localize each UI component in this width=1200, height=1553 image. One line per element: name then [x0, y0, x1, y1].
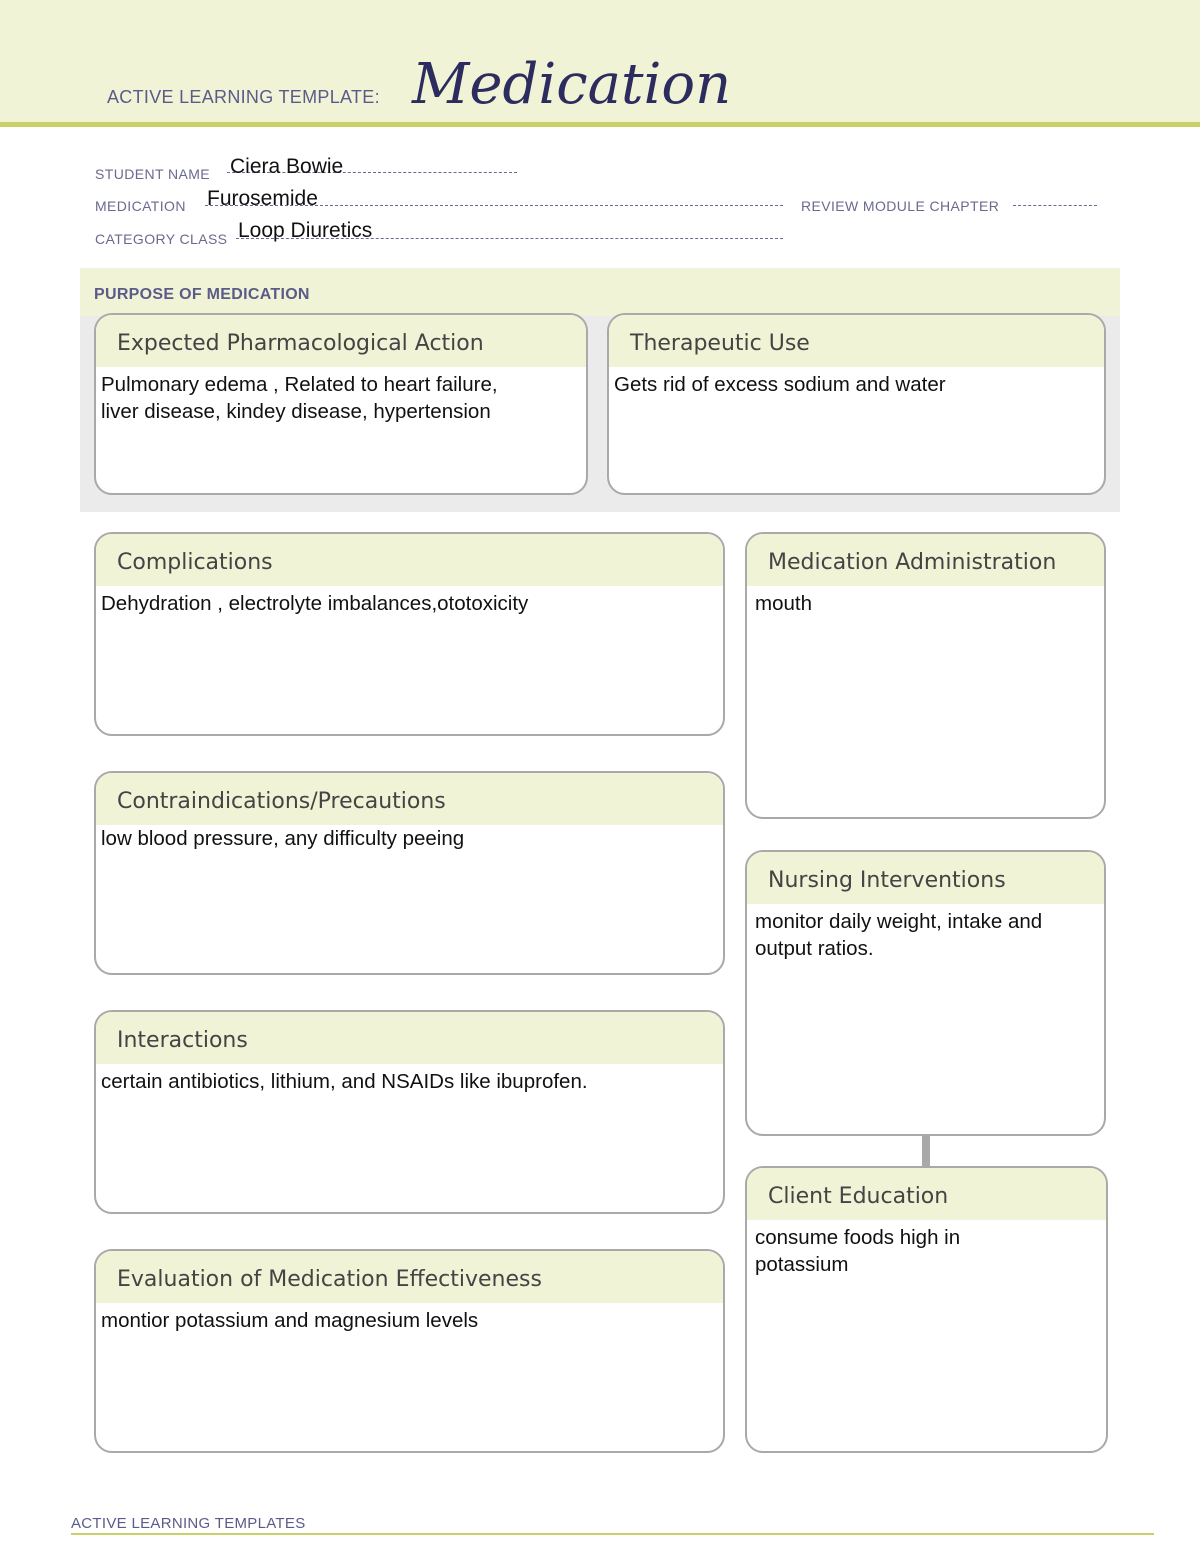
medication-label: MEDICATION — [95, 198, 186, 214]
footer-rule — [71, 1533, 1154, 1535]
purpose-label: PURPOSE OF MEDICATION — [94, 286, 310, 303]
interactions-box — [94, 1010, 725, 1214]
medication-field[interactable]: Furosemide — [207, 187, 318, 210]
category-class-field[interactable]: Loop Diuretics — [238, 219, 373, 242]
medication-administration-text[interactable]: mouth — [755, 592, 812, 615]
expected-action-title: Expected Pharmacological Action — [96, 315, 586, 367]
therapeutic-use-box — [607, 313, 1106, 495]
interactions-title: Interactions — [96, 1012, 723, 1064]
therapeutic-use-title: Therapeutic Use — [609, 315, 1104, 367]
complications-box — [94, 532, 725, 736]
evaluation-title: Evaluation of Medication Effectiveness — [96, 1251, 723, 1303]
expected-action-text[interactable]: Pulmonary edema , Related to heart failure, liver disease, kindey disease, hypertension — [101, 373, 498, 423]
interactions-text[interactable]: certain antibiotics, lithium, and NSAIDs like ibuprofen. — [101, 1070, 588, 1093]
expected-action-box — [94, 313, 588, 495]
contraindications-title: Contraindications/Precautions — [96, 773, 723, 825]
medication-administration-title: Medication Administration — [747, 534, 1104, 586]
footer-label: ACTIVE LEARNING TEMPLATES — [71, 1515, 306, 1532]
nursing-interventions-title: Nursing Interventions — [747, 852, 1104, 904]
student-name-field[interactable]: Ciera Bowie — [230, 155, 344, 178]
page-title: Medication — [412, 52, 732, 117]
complications-text[interactable]: Dehydration , electrolyte imbalances,ototoxicity — [101, 592, 529, 615]
nursing-interventions-text[interactable]: monitor daily weight, intake and output ratios. — [755, 910, 1043, 960]
review-module-chapter-label: REVIEW MODULE CHAPTER — [801, 198, 1000, 214]
connector-bar — [922, 1134, 930, 1166]
contraindications-text[interactable]: low blood pressure, any difficulty peeing — [101, 827, 465, 850]
contraindications-box — [94, 771, 725, 975]
client-education-text[interactable]: consume foods high in potassium — [755, 1226, 961, 1276]
client-education-box — [745, 1166, 1108, 1453]
client-education-title: Client Education — [747, 1168, 1106, 1220]
student-name-label: STUDENT NAME — [95, 166, 210, 182]
therapeutic-use-text[interactable]: Gets rid of excess sodium and water — [614, 373, 946, 396]
category-class-label: CATEGORY CLASS — [95, 231, 228, 247]
nursing-interventions-box — [745, 850, 1106, 1136]
review-module-chapter-line — [1013, 205, 1097, 206]
complications-title: Complications — [96, 534, 723, 586]
evaluation-text[interactable]: montior potassium and magnesium levels — [101, 1309, 479, 1332]
medication-administration-box — [745, 532, 1106, 819]
template-label: ACTIVE LEARNING TEMPLATE: — [107, 87, 380, 107]
evaluation-box — [94, 1249, 725, 1453]
